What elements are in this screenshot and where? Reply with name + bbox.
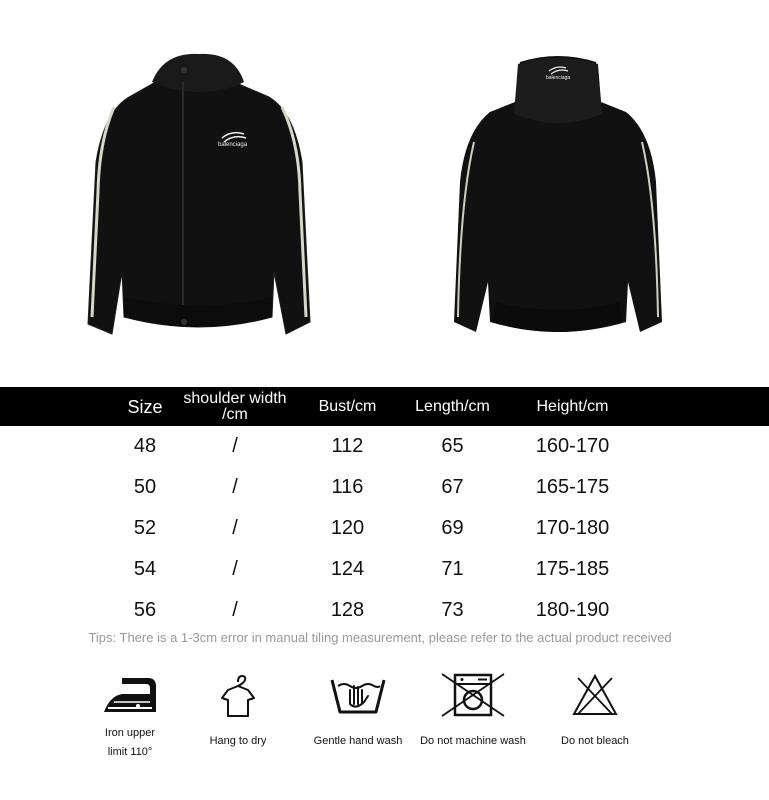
hand-wash-icon [328,672,388,718]
header-bust: Bust/cm [318,397,377,415]
cell-shoulder: / [232,476,238,498]
header-shoulder-width: shoulder width /cm [183,389,287,423]
iron-icon [100,672,160,718]
care-item-hand-wash [298,672,418,751]
care-item-no-machine-wash [413,672,533,751]
cell-bust: 128 [330,599,365,621]
cell-size: 52 [133,517,157,539]
table-row [0,508,769,549]
cell-length: 65 [441,435,464,457]
jacket-back-image [446,52,670,338]
cell-shoulder: / [232,435,238,457]
table-row [0,590,769,631]
table-row [0,426,769,467]
care-label-iron: Iron upper limit 110° [104,727,156,758]
back-logo-text: balenciaga [546,75,571,81]
care-label-hang: Hang to dry [209,735,267,747]
cell-height: 175-185 [535,558,610,580]
cell-height: 160-170 [535,435,610,457]
cell-length: 69 [441,517,464,539]
header-length: Length/cm [415,397,490,415]
header-height: Height/cm [536,397,609,415]
cell-length: 71 [441,558,464,580]
cell-bust: 116 [331,476,364,498]
care-item-iron [70,672,190,762]
cell-bust: 124 [330,558,365,580]
table-row [0,467,769,508]
no-bleach-icon [570,672,620,718]
size-table-header [0,387,769,426]
cell-shoulder: / [232,599,238,621]
header-size: Size [127,396,163,417]
cell-bust: 120 [330,517,365,539]
front-logo-text: balenciaga [218,142,248,148]
cell-length: 73 [441,599,464,621]
table-row [0,549,769,590]
cell-size: 56 [133,599,157,621]
care-item-hang [178,672,298,751]
measurement-tips: Tips: There is a 1-3cm error in manual tiling measurement, please refer to the actual product received [88,630,672,645]
care-label-hand-wash: Gentle hand wash [313,735,403,747]
size-table [0,387,769,631]
no-machine-wash-icon [438,672,508,718]
cell-shoulder: / [232,558,238,580]
cell-height: 165-175 [535,476,610,498]
cell-bust: 112 [331,435,364,457]
cell-size: 50 [133,476,157,498]
cell-size: 48 [133,435,157,457]
cell-length: 67 [441,476,464,498]
cell-size: 54 [133,558,157,580]
care-label-no-machine-wash: Do not machine wash [420,735,526,747]
cell-height: 180-190 [535,599,610,621]
hanger-icon [218,672,258,718]
cell-height: 170-180 [535,517,610,539]
care-item-no-bleach [535,672,655,751]
cell-shoulder: / [232,517,238,539]
jacket-front-image [74,52,324,342]
care-label-no-bleach: Do not bleach [561,735,629,747]
